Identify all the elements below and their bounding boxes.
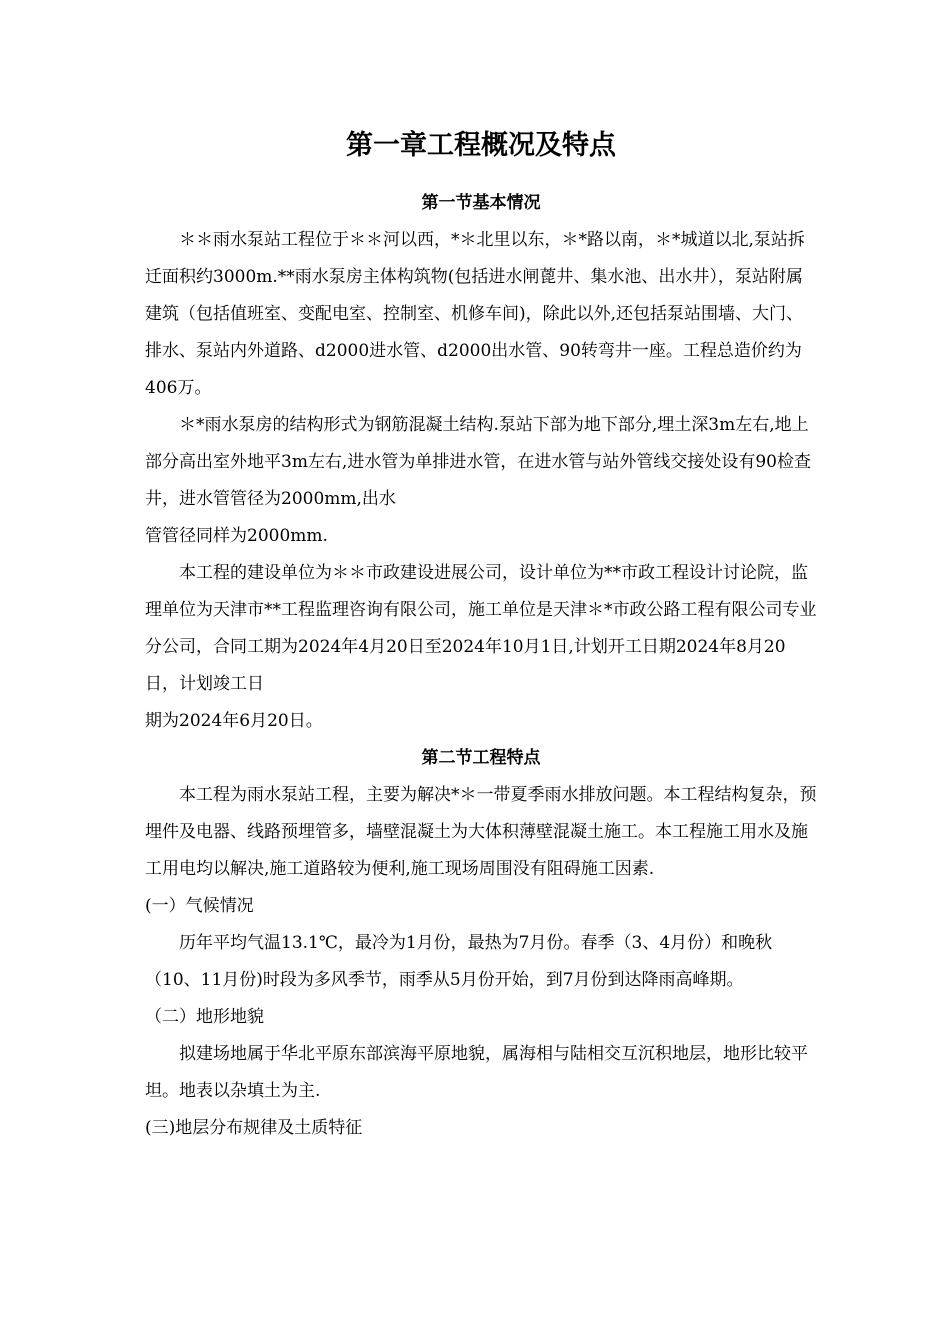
body-paragraph: ＊*雨水泵房的结构形式为钢筋混凝土结构.泵站下部为地下部分,埋土深3m左右,地上部分高出室外地平3m左右,进水管为单排进水管，在进水管与站外管线交接处设有90检查井，进水管管径为2000mm,出水: [145, 415, 811, 510]
section-heading: 第二节工程特点: [421, 748, 541, 769]
body-paragraph: 管管径同样为2000mm.: [145, 526, 328, 547]
subsection-heading: (一）气候情况: [145, 896, 254, 917]
subsection-heading: （二）地形地貌: [145, 1007, 264, 1028]
body-paragraph: ＊＊雨水泵站工程位于＊＊河以西，*＊北里以东，＊*路以南，＊*城道以北,泵站拆迁面积约3000m.**雨水泵房主体构筑物(包括进水闸蓖井、集水池、出水井），泵站附属建筑（包括值班室、变配电室、控制室、机修车间)，除此以外,还包括泵站围墙、大门、排水、泵站内外道路、d2000进水管、d2000出水管、90转弯井一座。工程总造价约为406万。: [145, 230, 805, 399]
body-paragraph: 本工程的建设单位为＊＊市政建设进展公司，设计单位为**市政工程设计讨论院，监理单位为天津市**工程监理咨询有限公司，施工单位是天津＊*市政公路工程有限公司专业分公司，合同工期为2024年4月20日至2024年10月1日,计划开工日期2024年8月20日，计划竣工日: [145, 563, 817, 695]
section-heading: 第一节基本情况: [421, 193, 541, 214]
body-paragraph: 历年平均气温13.1℃，最冷为1月份，最热为7月份。春季（3、4月份）和晚秋（10、11月份)时段为多风季节，雨季从5月份开始，到7月份到达降雨高峰期。: [145, 933, 773, 991]
chapter-title: 第一章工程概况及特点: [346, 130, 616, 161]
body-paragraph: 本工程为雨水泵站工程，主要为解决*＊一带夏季雨水排放问题。本工程结构复杂，预埋件及电器、线路预埋管多，墙壁混凝土为大体积薄壁混凝土施工。本工程施工用水及施工用电均以解决,施工道路较为便利,施工现场周围没有阻碍施工因素.: [145, 785, 817, 880]
body-paragraph: 期为2024年6月20日。: [145, 711, 323, 732]
subsection-heading: (三)地层分布规律及土质特征: [145, 1118, 363, 1139]
body-paragraph: 拟建场地属于华北平原东部滨海平原地貌，属海相与陆相交互沉积地层，地形比较平坦。地表以杂填土为主.: [145, 1044, 808, 1102]
document-page: [145, 128, 817, 1147]
